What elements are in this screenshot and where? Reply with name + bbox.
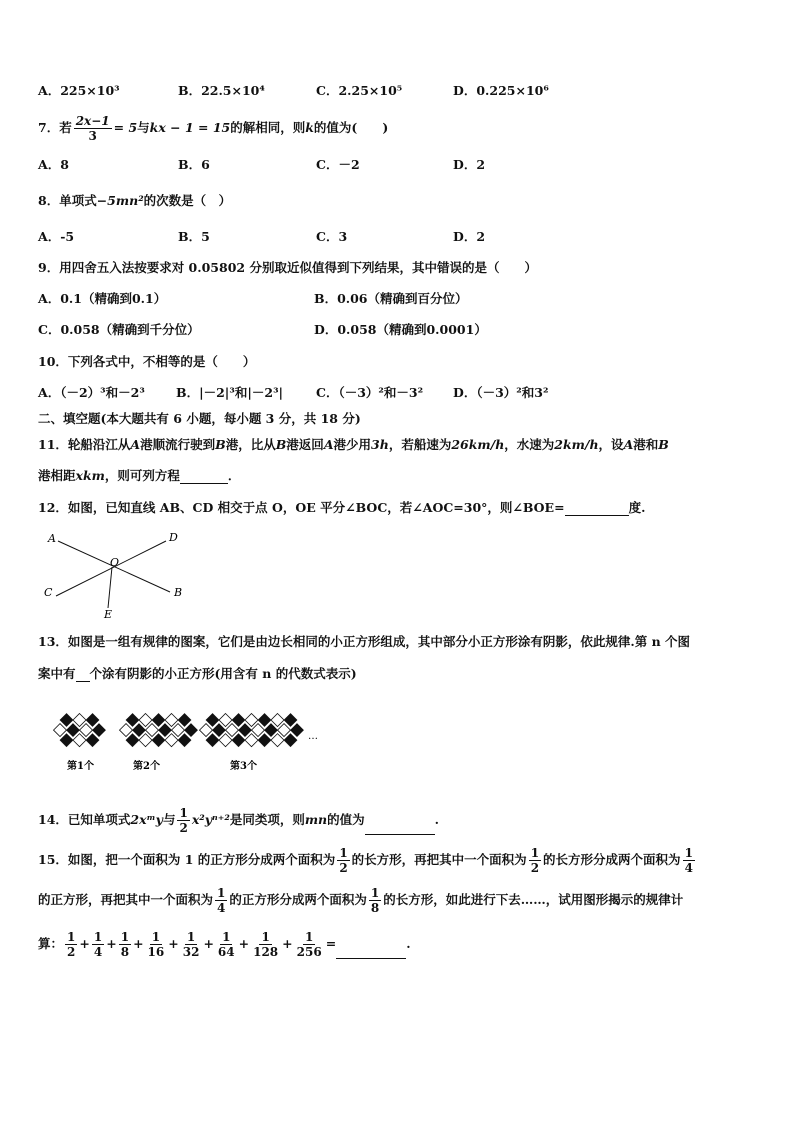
q15-l2a: 的正方形，再把其中一个面积为: [38, 892, 214, 907]
q11-boat-speed: 26km/h: [451, 437, 505, 452]
den: 4: [684, 861, 693, 875]
q15-l3a: 算：: [38, 936, 64, 951]
pattern-square: [200, 724, 213, 737]
pattern-square: [60, 734, 73, 747]
q11-l1c: 港，比从: [225, 437, 276, 452]
q14-frac-num: 1: [179, 806, 188, 820]
pattern-square: [126, 714, 139, 727]
num: 1: [120, 930, 130, 944]
q9-stem: 9．用四舍五入法按要求对 0.05802 分别取近似值得到下列结果，其中错误的是（ ）: [38, 260, 537, 275]
ray-oe: [108, 567, 112, 608]
q15-eq: =: [325, 936, 337, 951]
q7-eq2: kx − 1 = 15: [149, 120, 231, 135]
q13-l2a: 案中有: [38, 666, 76, 681]
pattern-square: [139, 714, 152, 727]
label-e: E: [104, 608, 113, 621]
q11-A3: A: [623, 437, 634, 452]
q15-line2: [38, 886, 683, 915]
q14-end: .: [434, 812, 440, 827]
den: 32: [182, 945, 200, 959]
q14-mid: 与: [162, 812, 176, 827]
pattern-square: [185, 724, 198, 737]
q7-frac-den: 3: [88, 129, 97, 143]
q11-l2b: ，则可列方程: [104, 468, 180, 483]
q14-prefix: 14．已知单项式: [38, 812, 131, 827]
q15-sum-term: [146, 930, 167, 959]
pattern-square: [178, 714, 191, 727]
num: 1: [339, 846, 348, 860]
q8-prefix: 8．单项式: [38, 193, 97, 208]
pattern-square: [206, 714, 219, 727]
q15-l1b: 的长方形，再把其中一个面积为: [351, 852, 527, 867]
q12-stem: [38, 500, 645, 516]
caption-2: 第2个: [133, 761, 160, 772]
q15-frac-quarter-2: [215, 886, 227, 915]
q11-l1h: ，设: [598, 437, 624, 452]
q15-frac-eighth: [369, 886, 381, 915]
q11-l1d: 港返回: [286, 437, 324, 452]
q9-option-c: C．0.058（精确到千分位）: [38, 322, 200, 337]
plus-sign: +: [238, 936, 250, 951]
q11-l2a: 港相距: [38, 468, 76, 483]
den: 16: [147, 945, 165, 959]
q15-l1c: 的长方形分成两个面积为: [543, 852, 681, 867]
q9-option-b: B．0.06（精确到百分位）: [314, 291, 468, 306]
q8-option-d: D．2: [453, 229, 486, 244]
q11-l1e: 港少用: [333, 437, 372, 452]
q13-answer-blank[interactable]: [76, 681, 90, 682]
den: 64: [217, 945, 235, 959]
pattern-square: [86, 734, 99, 747]
pattern-square: [245, 734, 258, 747]
num: 1: [217, 886, 226, 900]
pattern-square: [93, 724, 106, 737]
q11-answer-blank[interactable]: [180, 483, 228, 484]
pattern-square: [219, 714, 232, 727]
q11-l1a: 11．轮船沿江从: [38, 437, 131, 452]
q6-option-c: C．2.25×10⁵: [316, 83, 403, 98]
q15-l2c: 的长方形，如此进行下去……，试用图形揭示的规律计: [383, 892, 684, 907]
den: 2: [67, 945, 76, 959]
pattern-square: [219, 734, 232, 747]
q10-stem: 10．下列各式中，不相等的是（ ）: [38, 354, 256, 369]
q11-l2c: ．: [227, 468, 241, 483]
pattern-square: [284, 714, 297, 727]
pattern-square: [73, 714, 86, 727]
q15-frac-quarter-1: [683, 846, 695, 875]
section-2-heading: 二、填空题(本大题共有 6 小题，每小题 3 分，共 18 分): [38, 411, 361, 426]
q14-fraction: [177, 806, 189, 835]
pattern-square: [133, 724, 146, 737]
den: 2: [339, 861, 348, 875]
q11-l1b: 港顺流行驶到: [140, 437, 216, 452]
q7-tail1: 的解相同，则: [230, 120, 306, 135]
pattern-square: [258, 714, 271, 727]
q14-term2: x²yⁿ⁺²: [191, 812, 230, 827]
q7-fraction: [74, 114, 112, 143]
q8-stem: [38, 193, 231, 209]
den: 8: [370, 901, 380, 915]
q11-B2: B: [275, 437, 287, 452]
q12-text: 12．如图，已知直线 AB、CD 相交于点 O，OE 平分∠BOC，若∠AOC=30°，则∠BOE=: [38, 500, 565, 515]
den: 4: [217, 901, 226, 915]
q11-time: 3h: [371, 437, 389, 452]
q13-l2b: 个涂有阴影的小正方形(用含有 n 的代数式表示): [89, 666, 357, 681]
q11-x: xkm: [75, 468, 105, 483]
pattern-square: [232, 714, 245, 727]
q8-tail: 的次数是（ ）: [143, 193, 232, 208]
q7-tail2: 的值为( ): [313, 120, 389, 135]
pattern-square: [258, 734, 271, 747]
q15-answer-blank[interactable]: [336, 958, 406, 959]
q15-sum-term: [181, 930, 202, 959]
q11-B3: B: [658, 437, 669, 452]
q12-tail: 度.: [628, 500, 646, 515]
q7-option-c: C．－2: [316, 157, 360, 172]
q15-sum-term: [251, 930, 280, 959]
plus-sign: +: [282, 936, 293, 951]
pattern-square: [146, 724, 159, 737]
pattern-square: [226, 724, 239, 737]
q10-option-c: C．（－3）²和－3²: [316, 385, 424, 400]
plus-sign: +: [203, 936, 214, 951]
plus-sign: +: [106, 936, 117, 951]
num: 1: [530, 846, 540, 860]
q8-expr: −5mn²: [96, 193, 144, 208]
q9-option-a: A．0.1（精确到0.1）: [38, 291, 167, 306]
num: 1: [222, 930, 231, 944]
pattern-square: [54, 724, 67, 737]
ellipsis: …: [308, 731, 318, 742]
q10-option-a: A．（－2）³和－2³: [38, 385, 145, 400]
q10-option-d: D．（－3）²和3²: [453, 385, 549, 400]
q8-option-c: C．3: [316, 229, 348, 244]
pattern-square: [206, 734, 219, 747]
pattern-square: [165, 734, 178, 747]
label-c: C: [44, 586, 53, 599]
q9-option-d: D．0.058（精确到0.0001）: [314, 322, 487, 337]
q8-option-a: A．-5: [38, 229, 75, 244]
q15-line3: [38, 930, 411, 959]
num: 1: [93, 930, 103, 944]
pattern-square: [252, 724, 265, 737]
q11-l1i: 港和: [633, 437, 659, 452]
q7-eq1-tail: = 5: [113, 120, 138, 135]
num: 1: [370, 886, 380, 900]
pattern-square: [165, 714, 178, 727]
pattern-square: [159, 724, 172, 737]
plus-sign: +: [168, 936, 179, 951]
pattern-square: [278, 724, 291, 737]
q15-sum-expression: [63, 930, 326, 959]
q15-sum-term: [295, 930, 324, 959]
pattern-square: [86, 714, 99, 727]
den: 128: [253, 945, 279, 959]
pattern-square: [139, 734, 152, 747]
num: 1: [684, 846, 693, 860]
q11-line2: [38, 468, 240, 484]
label-o: O: [110, 556, 120, 569]
pattern-square: [152, 714, 165, 727]
q11-water-speed: 2km/h: [554, 437, 599, 452]
q15-sum-term: [216, 930, 237, 959]
label-a: A: [48, 532, 56, 545]
num: 1: [261, 930, 270, 944]
q14-answer-blank[interactable]: [365, 834, 435, 835]
pattern-square: [80, 724, 93, 737]
q13-figure: [50, 704, 340, 776]
den: 256: [296, 945, 322, 959]
q11-B: B: [215, 437, 226, 452]
q7-option-a: A．8: [38, 157, 69, 172]
pattern-square: [126, 734, 139, 747]
den: 4: [93, 945, 103, 959]
q12-answer-blank[interactable]: [565, 515, 629, 516]
pattern-square: [232, 734, 245, 747]
q7-option-d: D．2: [453, 157, 486, 172]
q8-option-b: B．5: [178, 229, 210, 244]
q15-sum-term: [65, 930, 77, 959]
pattern-square: [172, 724, 185, 737]
q11-l1f: ，若船速为: [388, 437, 452, 452]
pattern-square: [271, 734, 284, 747]
label-d: D: [169, 531, 178, 544]
q13-line2: [38, 666, 357, 682]
num: 1: [151, 930, 161, 944]
num: 1: [67, 930, 76, 944]
q15-sum-term: [119, 930, 131, 959]
q11-line1: [38, 437, 669, 453]
plus-sign: +: [133, 936, 144, 951]
pattern-square: [265, 724, 278, 737]
q11-l1g: ，水速为: [504, 437, 555, 452]
pattern-square: [239, 724, 252, 737]
q13-line1: 13．如图是一组有规律的图案，它们是由边长相同的小正方形组成，其中部分小正方形涂有阴影，依此规律.第 n 个图: [38, 634, 691, 649]
q7-option-b: B．6: [178, 157, 210, 172]
q15-end: .: [406, 936, 411, 951]
pattern-square: [178, 734, 191, 747]
q14-tail: 是同类项，则: [229, 812, 305, 827]
q7-var: k: [305, 120, 314, 135]
pattern-square: [213, 724, 226, 737]
q15-frac-half-2: [529, 846, 541, 875]
q14-mn: mn: [304, 812, 328, 827]
den: 8: [120, 945, 130, 959]
q15-sum-term: [92, 930, 104, 959]
q7-mid: 与: [137, 120, 150, 135]
q11-A2: A: [323, 437, 334, 452]
pattern-square: [245, 714, 258, 727]
q12-figure: [38, 526, 198, 622]
q14-frac-den: 2: [179, 821, 188, 835]
q11-A: A: [130, 437, 141, 452]
q14-tail2: 的值为: [327, 812, 365, 827]
label-b: B: [174, 586, 183, 599]
caption-1: 第1个: [67, 761, 94, 772]
num: 1: [186, 930, 196, 944]
q7-frac-num: 2x−1: [75, 114, 110, 128]
num: 1: [305, 930, 314, 944]
pattern-square: [120, 724, 133, 737]
caption-3: 第3个: [230, 761, 257, 772]
q10-option-b: B．|－2|³和|－2³|: [176, 385, 284, 400]
pattern-square: [152, 734, 165, 747]
plus-sign: +: [79, 936, 90, 951]
pattern-square: [271, 714, 284, 727]
q14-term1: 2xᵐy: [130, 812, 163, 827]
q7-prefix: 7．若: [38, 120, 72, 135]
den: 2: [530, 861, 540, 875]
q6-option-b: B．22.5×10⁴: [178, 83, 265, 98]
pattern-square: [67, 724, 80, 737]
pattern-square: [291, 724, 304, 737]
q15-l1a: 15．如图，把一个面积为 1 的正方形分成两个面积为: [38, 852, 336, 867]
pattern-group: [54, 714, 304, 747]
pattern-square: [284, 734, 297, 747]
pattern-square: [73, 734, 86, 747]
q6-option-d: D．0.225×10⁶: [453, 83, 549, 98]
q15-frac-half-1: [337, 846, 349, 875]
q15-line1: [38, 846, 697, 875]
q7-stem: [38, 114, 388, 143]
q6-option-a: A．225×10³: [38, 83, 120, 98]
q15-l2b: 的正方形分成两个面积为: [229, 892, 367, 907]
pattern-square: [60, 714, 73, 727]
q14-stem: [38, 806, 439, 835]
